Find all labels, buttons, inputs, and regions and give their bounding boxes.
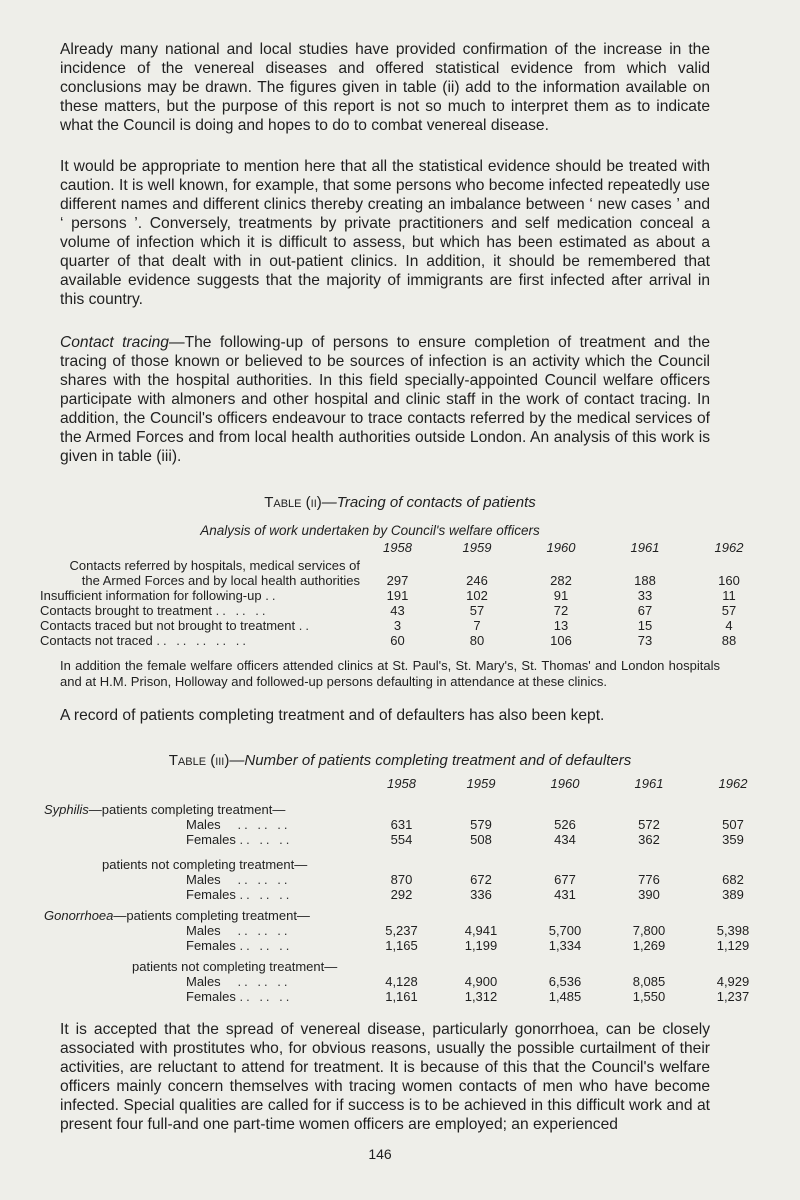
syphilis-completing-header: Syphilis—patients completing treatment—	[44, 802, 286, 817]
t3-cell: 677	[554, 872, 576, 887]
t3-group-header	[44, 857, 775, 872]
t2-cell: 80	[469, 633, 485, 648]
t2-cell: 60	[390, 633, 405, 648]
t2-cell: 13	[553, 618, 569, 633]
t2-cell: 73	[637, 633, 653, 648]
table-ii	[40, 536, 771, 648]
paragraph-contact-tracing	[60, 333, 710, 466]
t2-row-label-line1: Contacts referred by hospitals, medical services of	[69, 558, 360, 573]
table-ii-header-row	[40, 536, 771, 558]
t3-cell: 431	[554, 887, 576, 902]
table-iii-caption	[0, 752, 800, 769]
t3-cell: 336	[470, 887, 492, 902]
t3-cell: 1,485	[548, 989, 582, 1004]
table-row	[44, 832, 775, 847]
t3-row-label: Females .. .. ..	[186, 887, 293, 902]
t3-cell: 1,312	[464, 989, 498, 1004]
table-row	[40, 573, 771, 588]
t2-row-label: Insufficient information for following-up ..	[40, 588, 279, 603]
table-ii-label: Table (ii)	[264, 494, 322, 511]
t3-cell: 6,536	[548, 974, 582, 989]
paragraph-record: A record of patients completing treatment and of defaulters has also been kept.	[60, 707, 605, 724]
t3-row-label: Females .. .. ..	[186, 938, 293, 953]
t3-row-label: Females .. .. ..	[186, 832, 293, 847]
paragraph-prostitutes: It is accepted that the spread of venereal disease, particularly gonorrhoea, can be closely associated with prostitutes who, for obvious reasons, usually the possible curtailment of their activities, are reluctant to attend for treatment. It is because of this that the Council's welfare officers mainly concern themselves with tracing women contacts of men who have become infected. Special qualities are called for if success is to be achieved in this difficult work and at present four full-and one part-time women officers are employed; an experienced	[60, 1021, 710, 1133]
t2-cell: 88	[721, 633, 737, 648]
t3-cell: 1,237	[716, 989, 750, 1004]
t2-row-label: Contacts traced but not brought to treatment ..	[40, 618, 312, 633]
t2-cell: 3	[393, 618, 402, 633]
t3-cell: 1,550	[632, 989, 666, 1004]
t2-cell: 7	[473, 618, 481, 633]
table-iii-title: —Number of patients completing treatment and of defaulters	[229, 752, 632, 769]
t3-cell: 292	[390, 887, 413, 902]
gonorrhoea-not-completing-header: patients not completing treatment—	[132, 959, 338, 974]
t3-cell: 631	[390, 817, 413, 832]
table-ii-subtitle: Analysis of work undertaken by Council's welfare officers	[200, 523, 540, 538]
paragraph-intro: Already many national and local studies have provided confirmation of the increase in the incidence of the venereal diseases and offered statistical evidence from which valid conclusions may be drawn. The figures given in table (ii) add to the information available on these matters, but the purpose of this report is not so much to interpret them as to indicate what the Council is doing and hopes to do to combat venereal disease.	[60, 41, 710, 134]
t3-group-header	[44, 908, 775, 923]
t3-cell: 870	[390, 872, 413, 887]
t3-group-header	[44, 959, 775, 974]
table-row	[40, 588, 771, 603]
t3-year: 1958	[387, 775, 416, 791]
contact-tracing-text: —The following-up of persons to ensure completion of treatment and the tracing of those known or believed to be sources of infection is an activity which the Council shares with the hospital authorities. In this field specially-appointed Council welfare officers participate with almoners and other hospital and clinic staff in the work of contact tracing. In addition, the Council's officers endeavour to trace contacts referred by the medical services of the Armed Forces and from local health authorities outside London. An analysis of this work is given in table (iii).	[60, 334, 710, 465]
t3-cell: 1,129	[716, 938, 750, 953]
t3-cell: 362	[638, 832, 660, 847]
t3-year: 1960	[550, 775, 580, 791]
table-row	[44, 817, 775, 832]
t3-row-label: Males .. .. ..	[186, 817, 291, 832]
t3-year: 1961	[634, 775, 664, 791]
t2-cell: 15	[637, 618, 653, 633]
t3-cell: 1,269	[632, 938, 666, 953]
t3-cell: 390	[638, 887, 660, 902]
t2-cell: 282	[550, 573, 572, 588]
t3-row-label: Females .. .. ..	[186, 989, 293, 1004]
t3-cell: 4,941	[464, 923, 498, 938]
t3-row-label: Males .. .. ..	[186, 923, 291, 938]
table-row	[44, 923, 775, 938]
t2-cell: 72	[553, 603, 569, 618]
t3-cell: 1,161	[385, 989, 418, 1004]
t2-year: 1959	[462, 539, 492, 555]
table-row	[40, 633, 771, 648]
t2-year: 1960	[546, 539, 576, 555]
table-row	[44, 974, 775, 989]
t2-cell: 188	[634, 573, 656, 588]
t3-cell: 7,800	[632, 923, 666, 938]
t3-year: 1959	[466, 775, 496, 791]
t3-cell: 359	[722, 832, 744, 847]
t3-cell: 5,398	[716, 923, 750, 938]
t2-cell: 57	[469, 603, 485, 618]
t3-cell: 4,128	[385, 974, 418, 989]
t3-group-header	[44, 802, 775, 817]
table-row	[44, 989, 775, 1004]
t3-cell: 4,900	[464, 974, 498, 989]
t2-row-line1	[40, 558, 771, 573]
t3-cell: 572	[638, 817, 660, 832]
t3-cell: 4,929	[716, 974, 750, 989]
t3-cell: 1,199	[464, 938, 498, 953]
t3-cell: 434	[554, 832, 576, 847]
t3-cell: 682	[722, 872, 744, 887]
table-row	[44, 938, 775, 953]
table-ii-caption	[0, 494, 800, 511]
table-row	[44, 887, 775, 902]
t2-year: 1962	[714, 539, 744, 555]
t3-cell: 1,165	[385, 938, 418, 953]
table-row	[44, 872, 775, 887]
t2-cell: 67	[637, 603, 653, 618]
table-row	[40, 603, 771, 618]
t3-cell: 389	[722, 887, 744, 902]
table-iii-header-row	[44, 772, 775, 794]
t3-cell: 8,085	[632, 974, 666, 989]
t2-year: 1958	[383, 539, 412, 555]
table-ii-title: —Tracing of contacts of patients	[321, 494, 536, 511]
t2-cell: 106	[550, 633, 572, 648]
t3-cell: 1,334	[548, 938, 582, 953]
t3-cell: 5,700	[548, 923, 582, 938]
page-number: 146	[368, 1146, 392, 1162]
t3-year: 1962	[718, 775, 748, 791]
t2-row-label: the Armed Forces and by local health authorities	[81, 573, 360, 588]
t2-cell: 57	[721, 603, 737, 618]
t2-cell: 297	[386, 573, 409, 588]
t3-cell: 776	[638, 872, 660, 887]
t2-cell: 33	[637, 588, 653, 603]
table-iii	[44, 772, 775, 1004]
t3-cell: 508	[470, 832, 492, 847]
table-iii-label: Table (iii)	[168, 752, 230, 769]
t3-cell: 579	[470, 817, 492, 832]
t2-cell: 11	[722, 588, 736, 603]
syphilis-not-completing-header: patients not completing treatment—	[102, 857, 308, 872]
t3-cell: 507	[722, 817, 744, 832]
t2-cell: 91	[553, 588, 569, 603]
welfare-officers-note: In addition the female welfare officers attended clinics at St. Paul's, St. Mary's, St. Thomas' and London hospitals and at H.M. Prison, Holloway and followed-up persons defaulting in attendance at these clinics.	[60, 658, 720, 689]
t2-cell: 160	[718, 573, 740, 588]
t2-row-label: Contacts brought to treatment .. .. ..	[40, 603, 269, 618]
t2-cell: 4	[725, 618, 733, 633]
t2-cell: 102	[466, 588, 488, 603]
t3-cell: 554	[390, 832, 413, 847]
t2-cell: 246	[466, 573, 488, 588]
t3-cell: 672	[470, 872, 492, 887]
t3-cell: 526	[554, 817, 576, 832]
contact-tracing-heading: Contact tracing	[60, 334, 169, 351]
paragraph-caution: It would be appropriate to mention here that all the statistical evidence should be treated with caution. It is well known, for example, that some persons who become infected repeatedly use different names and different clinics thereby creating an imbalance between ‘ new cases ’ and ‘ persons ’. Conversely, treatments by private practitioners and self medication conceal a volume of infection which it is difficult to assess, but which has been estimated as about a quarter of that dealt with in out-patient clinics. In addition, it should be remembered that available evidence suggests that the majority of immigrants are first infected after arrival in this country.	[60, 158, 710, 308]
t2-cell: 43	[390, 603, 405, 618]
table-row	[40, 618, 771, 633]
t3-row-label: Males .. .. ..	[186, 872, 291, 887]
gonorrhoea-completing-header: Gonorrhoea—patients completing treatment—	[44, 908, 310, 923]
t2-cell: 191	[386, 588, 409, 603]
t2-row-label: Contacts not traced .. .. .. .. ..	[40, 633, 249, 648]
t3-cell: 5,237	[385, 923, 418, 938]
t3-row-label: Males .. .. ..	[186, 974, 291, 989]
t2-year: 1961	[630, 539, 660, 555]
